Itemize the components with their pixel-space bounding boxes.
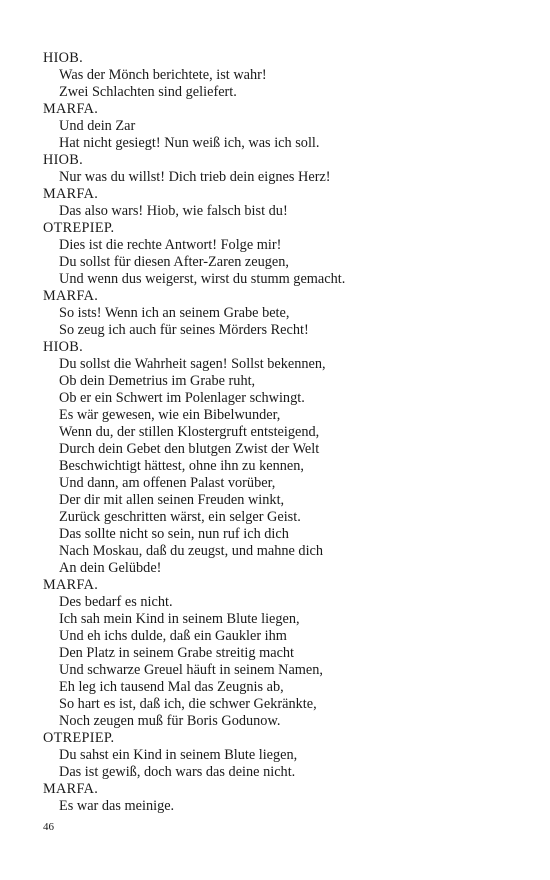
verse-line: Du sollst die Wahrheit sagen! Sollst bekennen, bbox=[59, 356, 326, 372]
speaker-name: OTREPIEP. bbox=[43, 220, 115, 236]
verse-line: Und wenn dus weigerst, wirst du stumm gemacht. bbox=[59, 271, 346, 287]
verse-line: Das sollte nicht so sein, nun ruf ich dich bbox=[59, 526, 289, 542]
verse-line: Ob dein Demetrius im Grabe ruht, bbox=[59, 373, 256, 389]
verse-line: An dein Gelübde! bbox=[59, 560, 162, 576]
text-block bbox=[43, 50, 513, 815]
speaker-name: HIOB. bbox=[43, 152, 84, 168]
speaker-name: HIOB. bbox=[43, 50, 84, 66]
speaker-name: MARFA. bbox=[43, 577, 99, 593]
verse-line: Der dir mit allen seinen Freuden winkt, bbox=[59, 492, 285, 508]
speaker-name: MARFA. bbox=[43, 288, 99, 304]
verse-line: Den Platz in seinem Grabe streitig macht bbox=[59, 645, 295, 661]
speaker-name: MARFA. bbox=[43, 781, 99, 797]
speaker-name: OTREPIEP. bbox=[43, 730, 115, 746]
verse-line: Es wär gewesen, wie ein Bibelwunder, bbox=[59, 407, 281, 423]
verse-line: Nur was du willst! Dich trieb dein eignes Herz! bbox=[59, 169, 331, 185]
verse-line: Dies ist die rechte Antwort! Folge mir! bbox=[59, 237, 282, 253]
verse-line: Ob er ein Schwert im Polenlager schwingt. bbox=[59, 390, 305, 406]
verse-line: Hat nicht gesiegt! Nun weiß ich, was ich soll. bbox=[59, 135, 320, 151]
verse-line: Nach Moskau, daß du zeugst, und mahne dich bbox=[59, 543, 324, 559]
verse-line: Du sahst ein Kind in seinem Blute liegen, bbox=[59, 747, 298, 763]
verse-line: Und schwarze Greuel häuft in seinem Namen, bbox=[59, 662, 323, 678]
page-number: 46 bbox=[43, 821, 54, 833]
verse-line: Des bedarf es nicht. bbox=[59, 594, 173, 610]
verse-line: Ich sah mein Kind in seinem Blute liegen, bbox=[59, 611, 300, 627]
verse-line: Das also wars! Hiob, wie falsch bist du! bbox=[59, 203, 288, 219]
verse-line: Noch zeugen muß für Boris Godunow. bbox=[59, 713, 281, 729]
verse-line: Eh leg ich tausend Mal das Zeugnis ab, bbox=[59, 679, 284, 695]
verse-line: Und eh ichs dulde, daß ein Gaukler ihm bbox=[59, 628, 287, 644]
verse-line: Und dann, am offenen Palast vorüber, bbox=[59, 475, 276, 491]
verse-line: So hart es ist, daß ich, die schwer Gekränkte, bbox=[59, 696, 317, 712]
verse-line: Zwei Schlachten sind geliefert. bbox=[59, 84, 237, 100]
verse-line: Durch dein Gebet den blutgen Zwist der Welt bbox=[59, 441, 320, 457]
verse-line: So ists! Wenn ich an seinem Grabe bete, bbox=[59, 305, 290, 321]
verse-line: Wenn du, der stillen Klostergruft entsteigend, bbox=[59, 424, 320, 440]
verse-line: Das ist gewiß, doch wars das deine nicht. bbox=[59, 764, 296, 780]
verse-line: Beschwichtigt hättest, ohne ihn zu kennen, bbox=[59, 458, 304, 474]
verse-line: Es war das meinige. bbox=[59, 798, 175, 814]
speaker-name: MARFA. bbox=[43, 101, 99, 117]
verse-line: Was der Mönch berichtete, ist wahr! bbox=[59, 67, 267, 83]
verse-line: Und dein Zar bbox=[59, 118, 136, 134]
speaker-name: MARFA. bbox=[43, 186, 99, 202]
verse-line: Zurück geschritten wärst, ein selger Geist. bbox=[59, 509, 301, 525]
speaker-name: HIOB. bbox=[43, 339, 84, 355]
verse-line: Du sollst für diesen After-Zaren zeugen, bbox=[59, 254, 289, 270]
verse-line: So zeug ich auch für seines Mörders Recht! bbox=[59, 322, 309, 338]
